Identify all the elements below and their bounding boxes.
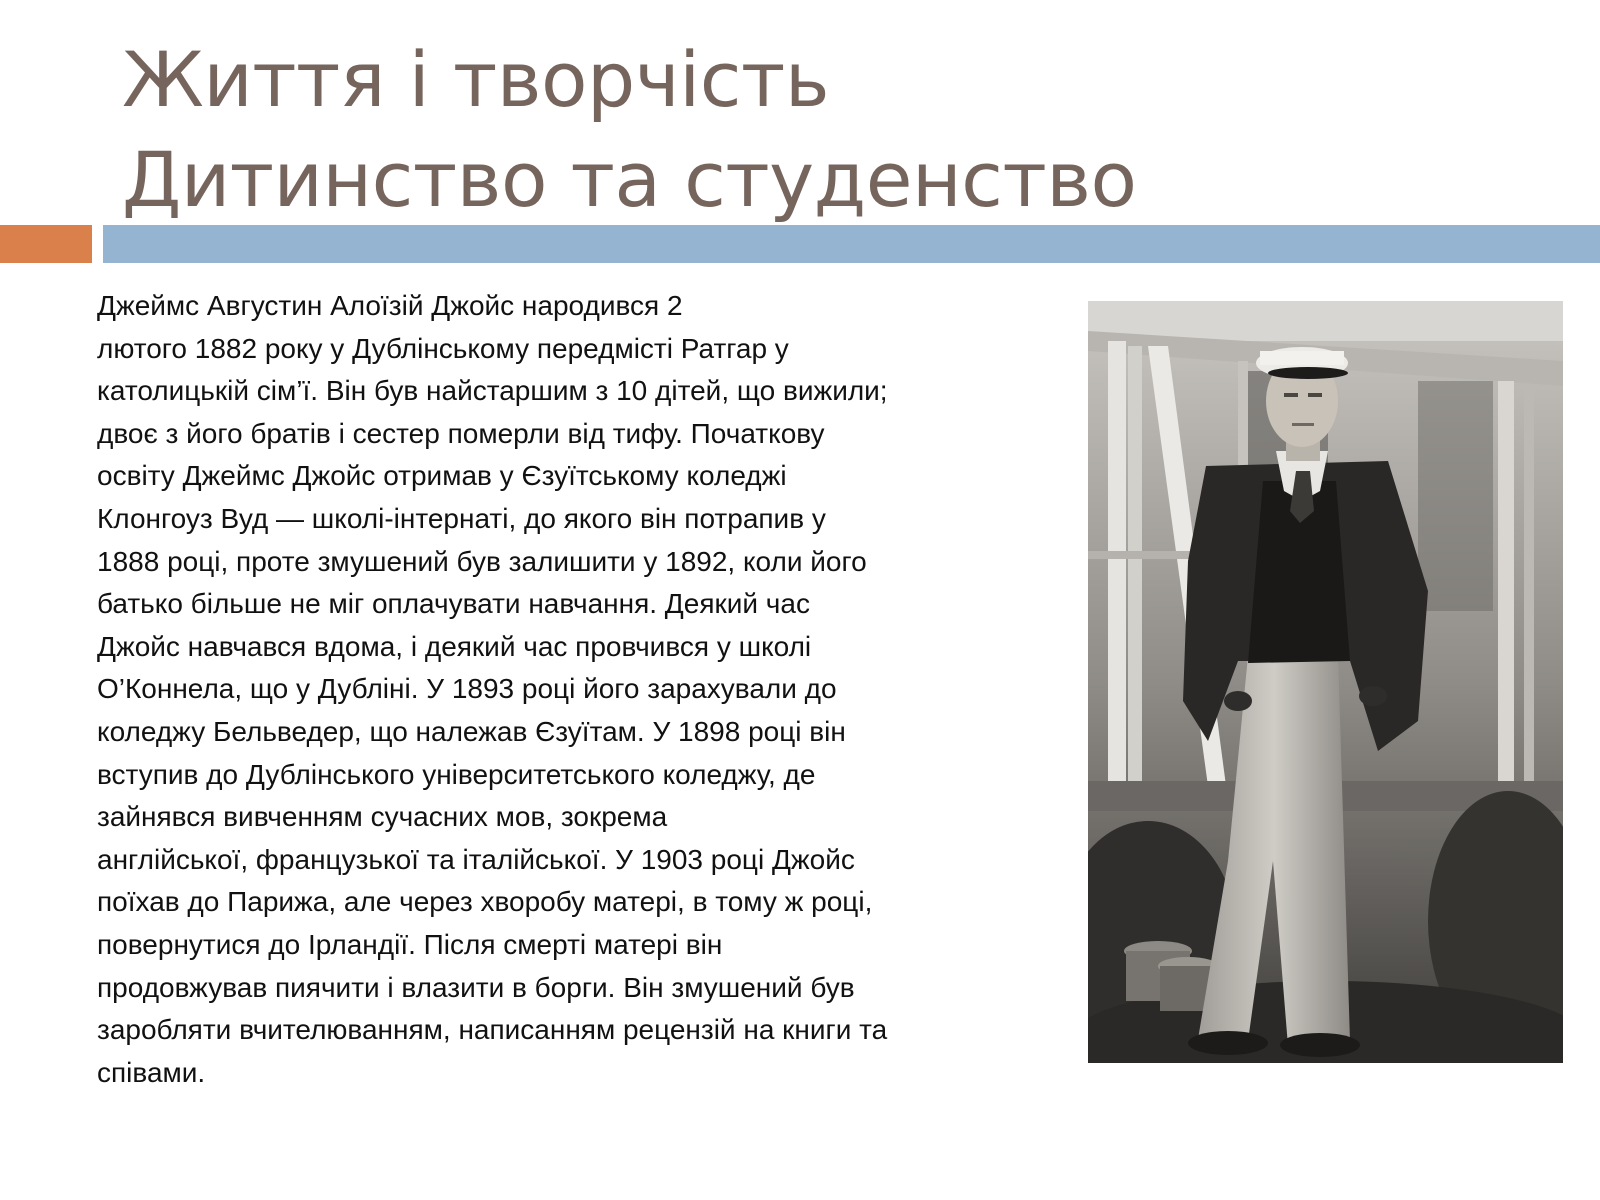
body-line: батько більше не міг оплачувати навчання. Деякий час bbox=[97, 588, 810, 620]
accent-bar-orange bbox=[0, 225, 92, 263]
body-line: коледжу Бельведер, що належав Єзуїтам. У 1898 році він bbox=[97, 715, 846, 747]
body-line: повернутися до Ірландії. Після смерті матері він bbox=[97, 928, 723, 960]
accent-bar-blue bbox=[103, 225, 1600, 263]
portrait-illustration bbox=[1088, 301, 1563, 1063]
body-line: двоє з його братів і сестер померли від тифу. Початкову bbox=[97, 417, 825, 449]
body-line: освіту Джеймс Джойс отримав у Єзуїтському коледжі bbox=[97, 460, 787, 492]
body-line: співами. bbox=[97, 1056, 206, 1088]
portrait-photo bbox=[1088, 301, 1563, 1063]
body-line: поїхав до Парижа, але через хворобу матері, в тому ж році, bbox=[97, 886, 873, 918]
body-line: англійської, французької та італійської. У 1903 році Джойс bbox=[97, 843, 855, 875]
biography-text bbox=[97, 285, 1032, 1094]
body-line: 1888 році, проте змушений був залишити у 1892, коли його bbox=[97, 545, 867, 577]
title-line-1: Життя і творчість bbox=[122, 35, 830, 124]
body-line: католицькій сім’ї. Він був найстаршим з 10 дітей, що вижили; bbox=[97, 375, 888, 407]
body-line: зайнявся вивченням сучасних мов, зокрема bbox=[97, 801, 668, 833]
body-line: О’Коннела, що у Дубліні. У 1893 році його зарахували до bbox=[97, 673, 837, 705]
slide-title bbox=[122, 30, 1422, 230]
body-line: продовжував пиячити і влазити в борги. Він змушений був bbox=[97, 971, 855, 1003]
body-line: Джеймс Августин Алоїзій Джойс народився 2 bbox=[97, 290, 683, 321]
title-line-2: Дитинство та студенство bbox=[122, 135, 1137, 224]
body-line: лютого 1882 року у Дублінському передмісті Ратгар у bbox=[97, 332, 789, 364]
body-line: Клонгоуз Вуд — школі-інтернаті, до якого він потрапив у bbox=[97, 502, 826, 534]
body-line: Джойс навчався вдома, і деякий час провчився у школі bbox=[97, 630, 812, 662]
body-line: вступив до Дублінського університетського коледжу, де bbox=[97, 758, 816, 790]
body-line: заробляти вчителюванням, написанням рецензій на книги та bbox=[97, 1014, 888, 1046]
